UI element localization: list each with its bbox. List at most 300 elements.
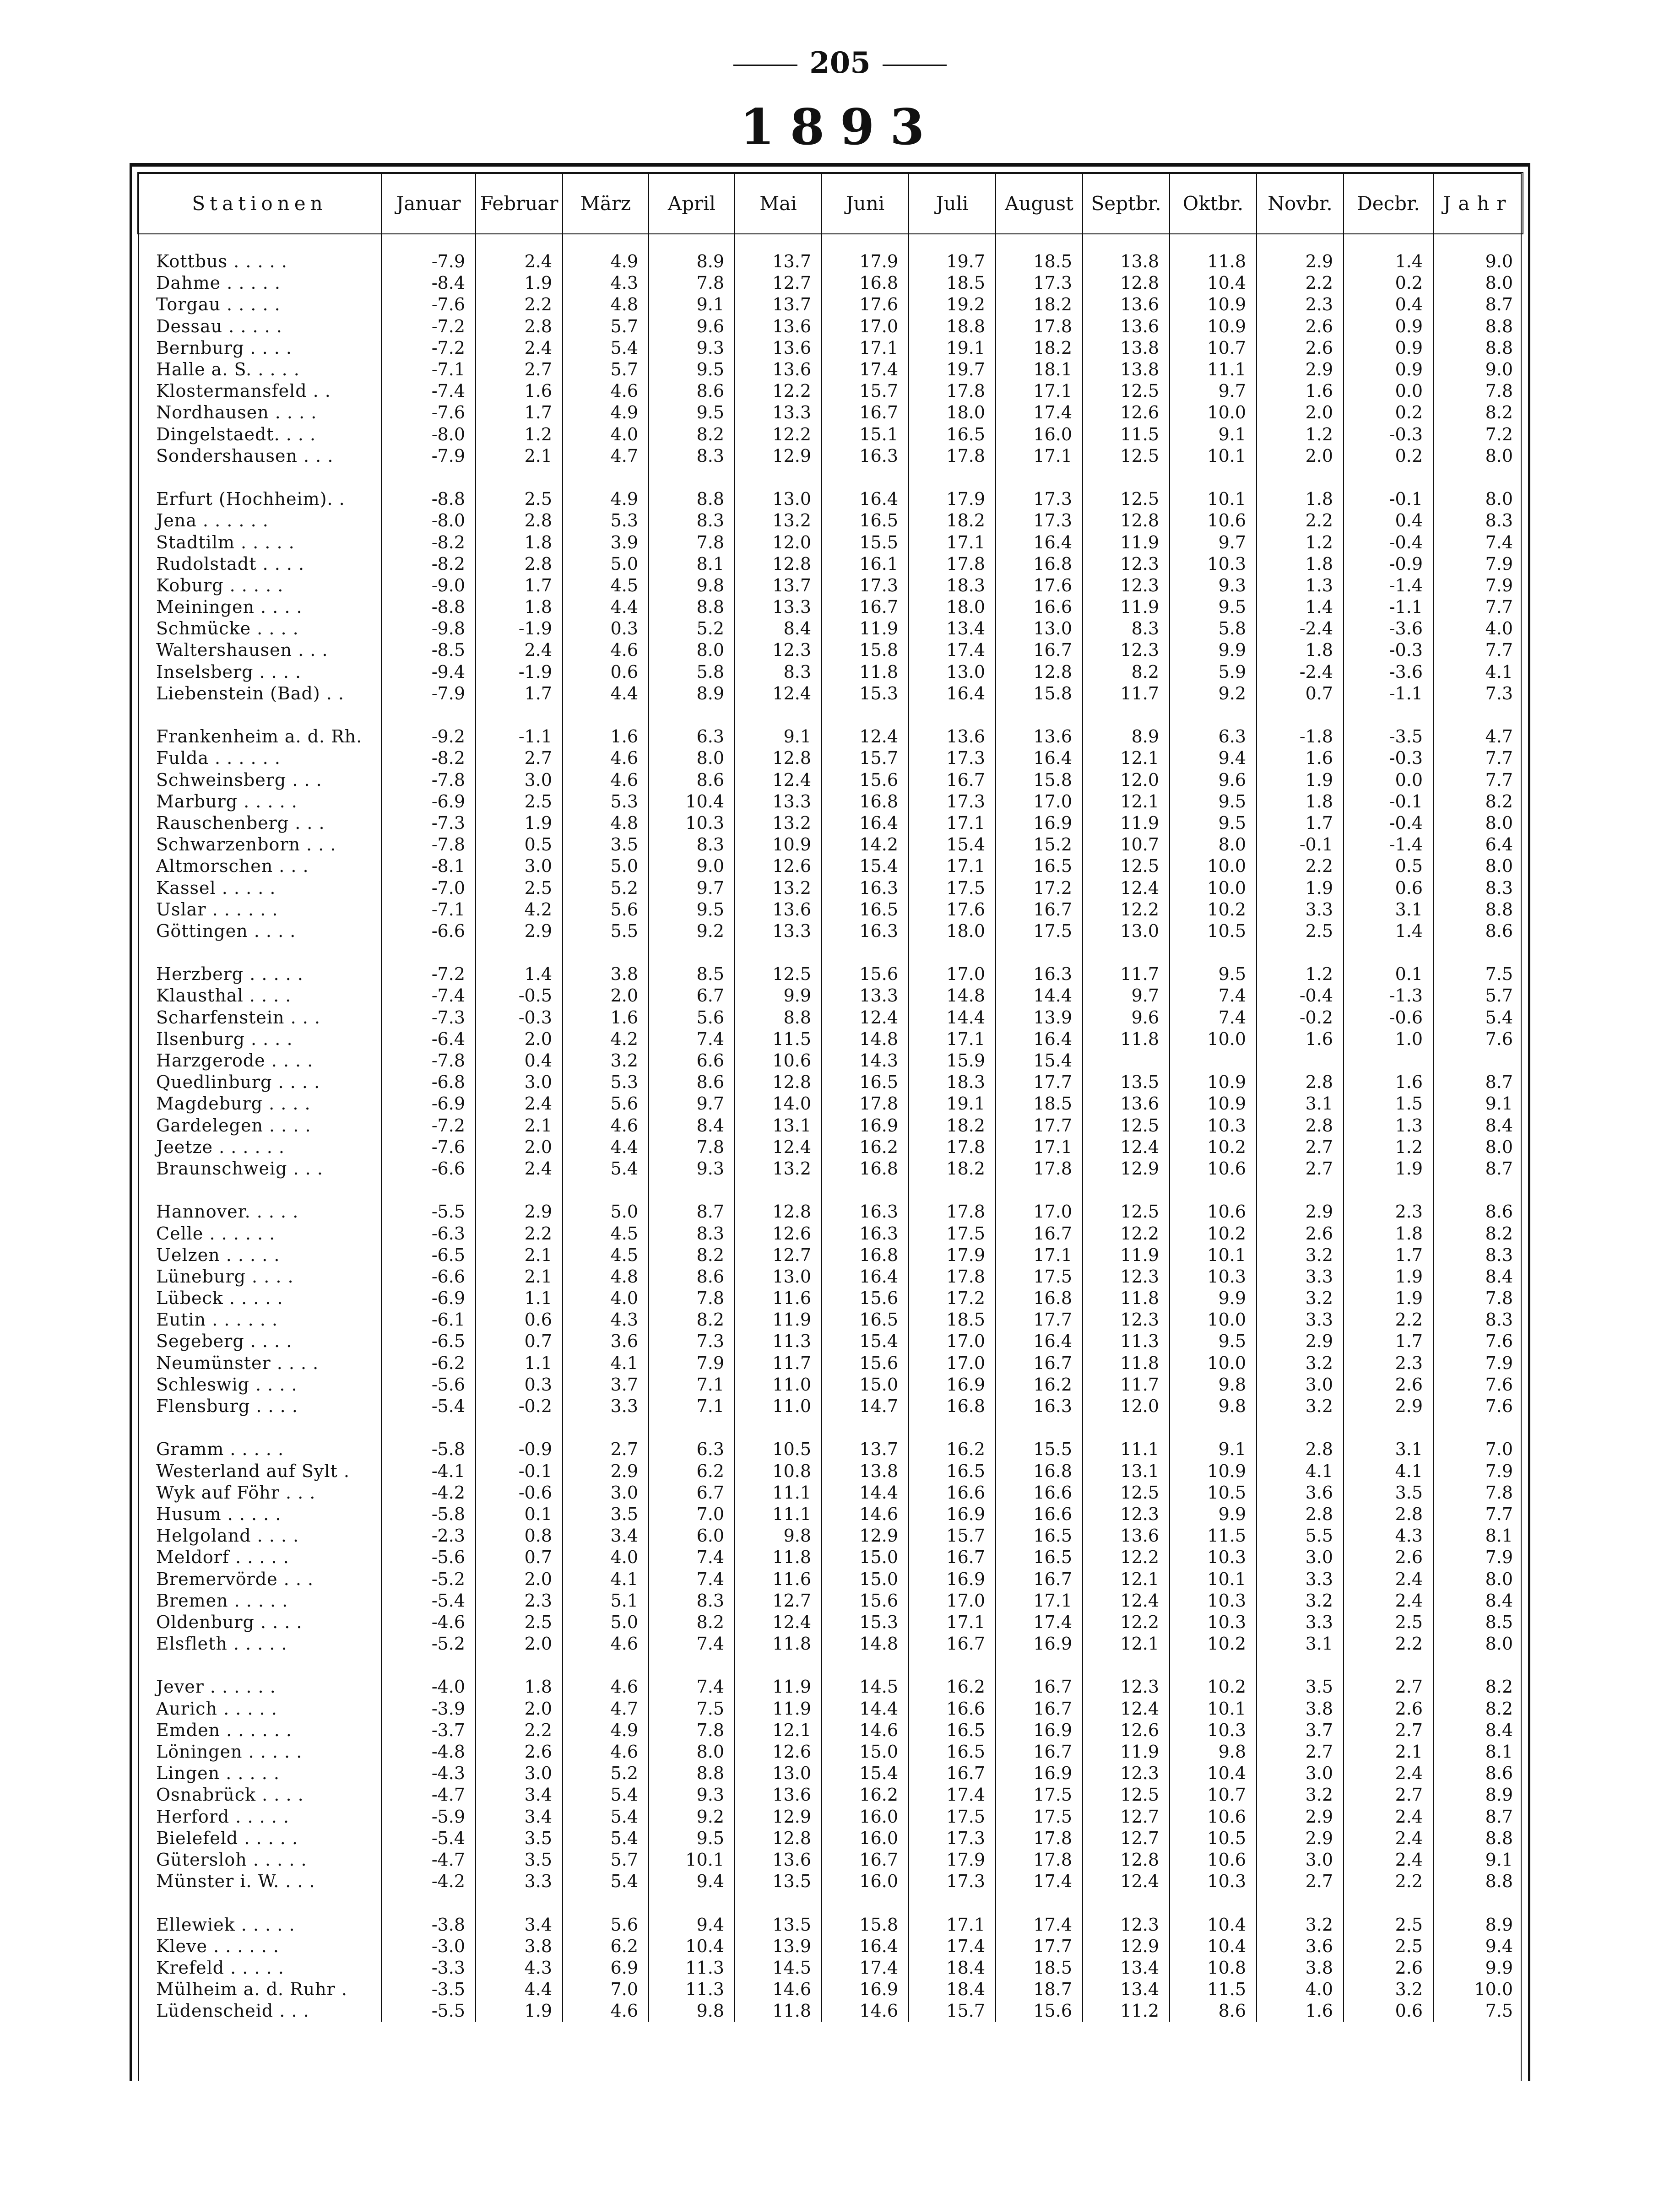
value-cell: 5.4 bbox=[563, 1828, 649, 1849]
value-cell: 8.7 bbox=[1433, 294, 1523, 315]
value-cell: 5.4 bbox=[563, 1784, 649, 1806]
value-cell: 12.4 bbox=[1083, 1136, 1170, 1158]
station-name: Westerland auf Sylt . bbox=[156, 1461, 350, 1481]
value-cell: -6.5 bbox=[381, 1331, 476, 1352]
value-cell: 14.2 bbox=[822, 834, 909, 855]
group-separator bbox=[138, 1180, 1523, 1201]
value-cell: 3.1 bbox=[1344, 899, 1433, 920]
value-cell: 2.2 bbox=[1257, 272, 1344, 294]
table-row bbox=[138, 424, 1523, 445]
value-cell: 8.2 bbox=[1433, 1676, 1523, 1698]
value-cell: 15.6 bbox=[822, 1288, 909, 1309]
value-cell: 7.0 bbox=[1433, 1439, 1523, 1460]
value-cell: 1.7 bbox=[476, 402, 563, 423]
value-cell: -1.9 bbox=[476, 661, 563, 683]
value-cell: 3.3 bbox=[1257, 1309, 1344, 1331]
value-cell: 8.6 bbox=[649, 380, 735, 402]
value-cell: 2.3 bbox=[1344, 1353, 1433, 1374]
station-name: Kleve . . . . . . bbox=[156, 1936, 279, 1956]
value-cell: 1.2 bbox=[1344, 1136, 1433, 1158]
value-cell: 15.9 bbox=[909, 1050, 996, 1072]
value-cell: 13.0 bbox=[735, 488, 822, 510]
value-cell: 19.2 bbox=[909, 294, 996, 315]
value-cell: 8.3 bbox=[649, 834, 735, 855]
value-cell: -7.8 bbox=[381, 834, 476, 855]
value-cell: 8.3 bbox=[649, 445, 735, 467]
value-cell: 2.6 bbox=[1344, 1547, 1433, 1568]
value-cell: -1.4 bbox=[1344, 575, 1433, 596]
value-cell: 17.0 bbox=[909, 1331, 996, 1352]
value-cell: 16.7 bbox=[996, 639, 1083, 661]
value-cell: 1.9 bbox=[1344, 1266, 1433, 1288]
value-cell: 1.8 bbox=[1257, 553, 1344, 575]
group-separator bbox=[138, 467, 1523, 488]
value-cell: 16.4 bbox=[996, 747, 1083, 769]
value-cell: 2.1 bbox=[476, 1245, 563, 1266]
value-cell: 4.1 bbox=[1433, 661, 1523, 683]
value-cell: 17.0 bbox=[996, 1201, 1083, 1223]
value-cell: 14.4 bbox=[909, 1007, 996, 1028]
value-cell: 10.8 bbox=[735, 1461, 822, 1482]
value-cell: 19.1 bbox=[909, 1093, 996, 1115]
value-cell: 13.6 bbox=[735, 899, 822, 920]
table-row bbox=[138, 1093, 1523, 1115]
value-cell: 17.3 bbox=[909, 747, 996, 769]
value-cell: 7.4 bbox=[1170, 985, 1257, 1007]
value-cell: 4.7 bbox=[1433, 726, 1523, 747]
value-cell: 16.5 bbox=[909, 1741, 996, 1763]
value-cell: 8.2 bbox=[649, 1612, 735, 1633]
table-row bbox=[138, 1590, 1523, 1612]
value-cell: 16.6 bbox=[996, 1504, 1083, 1525]
value-cell: 16.9 bbox=[909, 1374, 996, 1396]
value-cell: -7.4 bbox=[381, 985, 476, 1007]
table-row bbox=[138, 1028, 1523, 1050]
value-cell: 13.6 bbox=[735, 316, 822, 337]
value-cell: 18.4 bbox=[909, 1979, 996, 2000]
value-cell: 2.5 bbox=[1344, 1936, 1433, 1957]
table-row bbox=[138, 337, 1523, 359]
value-cell: 16.6 bbox=[996, 596, 1083, 618]
value-cell: -5.8 bbox=[381, 1439, 476, 1460]
value-cell: 4.8 bbox=[563, 1266, 649, 1288]
value-cell: 1.7 bbox=[1257, 812, 1344, 834]
value-cell: 12.3 bbox=[1083, 639, 1170, 661]
value-cell: 4.8 bbox=[563, 812, 649, 834]
value-cell: 2.9 bbox=[476, 920, 563, 942]
value-cell: 9.5 bbox=[649, 1828, 735, 1849]
value-cell: 11.7 bbox=[1083, 1374, 1170, 1396]
value-cell: 2.5 bbox=[1344, 1914, 1433, 1935]
value-cell: 2.8 bbox=[476, 510, 563, 531]
value-cell: 2.3 bbox=[476, 1590, 563, 1612]
value-cell: 3.0 bbox=[476, 1072, 563, 1093]
value-cell: 1.7 bbox=[476, 575, 563, 596]
value-cell: 3.2 bbox=[563, 1050, 649, 1072]
value-cell: 8.0 bbox=[1433, 445, 1523, 467]
station-name: Ellewiek . . . . . bbox=[156, 1914, 295, 1935]
value-cell: 12.7 bbox=[735, 272, 822, 294]
value-cell: 3.5 bbox=[563, 834, 649, 855]
value-cell: 13.3 bbox=[735, 920, 822, 942]
value-cell: 17.9 bbox=[822, 251, 909, 272]
value-cell: 5.0 bbox=[563, 553, 649, 575]
value-cell: 17.3 bbox=[996, 272, 1083, 294]
value-cell: 13.7 bbox=[735, 294, 822, 315]
value-cell: 10.1 bbox=[1170, 488, 1257, 510]
value-cell: 15.3 bbox=[822, 1612, 909, 1633]
value-cell: 16.2 bbox=[996, 1374, 1083, 1396]
value-cell: 2.4 bbox=[476, 639, 563, 661]
value-cell: 16.4 bbox=[822, 812, 909, 834]
value-cell: 0.4 bbox=[1344, 294, 1433, 315]
value-cell: 1.2 bbox=[1257, 963, 1344, 985]
value-cell: 16.5 bbox=[909, 1720, 996, 1741]
value-cell: -6.9 bbox=[381, 791, 476, 812]
table-row bbox=[138, 661, 1523, 683]
value-cell: 13.7 bbox=[822, 1439, 909, 1460]
value-cell: 9.3 bbox=[649, 337, 735, 359]
value-cell: 9.8 bbox=[649, 2000, 735, 2022]
value-cell: 10.0 bbox=[1170, 855, 1257, 877]
value-cell: 12.6 bbox=[1083, 1720, 1170, 1741]
station-name: Rauschenberg . . . bbox=[156, 812, 325, 833]
value-cell: -6.8 bbox=[381, 1072, 476, 1093]
climate-table bbox=[137, 172, 1523, 2022]
value-cell: 10.6 bbox=[1170, 1806, 1257, 1828]
value-cell: 18.3 bbox=[909, 1072, 996, 1093]
value-cell: 11.8 bbox=[735, 1633, 822, 1655]
station-name: Göttingen . . . . bbox=[156, 920, 296, 941]
value-cell: 10.6 bbox=[1170, 1158, 1257, 1180]
station-name: Schleswig . . . . bbox=[156, 1374, 298, 1395]
value-cell: 17.5 bbox=[996, 920, 1083, 942]
value-cell: 12.7 bbox=[1083, 1806, 1170, 1828]
value-cell: 8.7 bbox=[1433, 1806, 1523, 1828]
value-cell: 8.0 bbox=[1433, 488, 1523, 510]
value-cell: 1.8 bbox=[1344, 1223, 1433, 1244]
value-cell: 11.5 bbox=[1170, 1979, 1257, 2000]
value-cell: 3.5 bbox=[1257, 1676, 1344, 1698]
value-cell: 2.2 bbox=[1344, 1871, 1433, 1892]
station-name: Celle . . . . . . bbox=[156, 1223, 276, 1244]
value-cell: 9.1 bbox=[1170, 424, 1257, 445]
value-cell: 1.7 bbox=[476, 683, 563, 704]
value-cell: 16.7 bbox=[909, 1547, 996, 1568]
station-name: Gütersloh . . . . . bbox=[156, 1849, 307, 1870]
value-cell: 7.9 bbox=[1433, 1461, 1523, 1482]
value-cell: 5.7 bbox=[563, 359, 649, 380]
value-cell: 17.9 bbox=[909, 1245, 996, 1266]
station-name: Flensburg . . . . bbox=[156, 1396, 298, 1417]
value-cell: 0.6 bbox=[563, 661, 649, 683]
value-cell: 16.0 bbox=[996, 424, 1083, 445]
value-cell: 6.0 bbox=[649, 1525, 735, 1547]
value-cell: 3.3 bbox=[563, 1396, 649, 1417]
value-cell: 10.5 bbox=[735, 1439, 822, 1460]
value-cell: 10.0 bbox=[1433, 1979, 1523, 2000]
value-cell: 16.3 bbox=[996, 963, 1083, 985]
value-cell: 8.0 bbox=[1433, 1568, 1523, 1590]
value-cell: -2.4 bbox=[1257, 618, 1344, 639]
value-cell: 4.3 bbox=[476, 1957, 563, 1979]
value-cell: 17.4 bbox=[996, 1871, 1083, 1892]
value-cell: 9.8 bbox=[735, 1525, 822, 1547]
value-cell: 5.9 bbox=[1170, 661, 1257, 683]
value-cell: 12.2 bbox=[1083, 899, 1170, 920]
table-row bbox=[138, 1633, 1523, 1655]
value-cell: 11.1 bbox=[1083, 1439, 1170, 1460]
value-cell: 8.2 bbox=[649, 424, 735, 445]
table-row bbox=[138, 899, 1523, 920]
value-cell: 4.1 bbox=[563, 1353, 649, 1374]
value-cell: 8.4 bbox=[1433, 1590, 1523, 1612]
value-cell: 15.5 bbox=[996, 1439, 1083, 1460]
value-cell: 8.6 bbox=[1433, 1763, 1523, 1784]
value-cell: 2.5 bbox=[476, 791, 563, 812]
value-cell: 12.9 bbox=[1083, 1158, 1170, 1180]
value-cell: 15.4 bbox=[996, 1050, 1083, 1072]
value-cell: 4.1 bbox=[1344, 1461, 1433, 1482]
station-name: Husum . . . . . bbox=[156, 1504, 282, 1524]
value-cell: 15.6 bbox=[996, 2000, 1083, 2022]
value-cell: 1.7 bbox=[1344, 1331, 1433, 1352]
value-cell: 8.3 bbox=[649, 510, 735, 531]
value-cell: 3.4 bbox=[563, 1525, 649, 1547]
table-row bbox=[138, 747, 1523, 769]
value-cell: 10.4 bbox=[649, 791, 735, 812]
value-cell: 12.0 bbox=[1083, 769, 1170, 791]
value-cell: 16.5 bbox=[822, 899, 909, 920]
value-cell: 16.6 bbox=[909, 1482, 996, 1504]
value-cell: 4.3 bbox=[1344, 1525, 1433, 1547]
value-cell: 0.0 bbox=[1344, 769, 1433, 791]
value-cell: 8.6 bbox=[649, 769, 735, 791]
value-cell: 17.5 bbox=[909, 877, 996, 898]
value-cell: 16.7 bbox=[996, 1223, 1083, 1244]
value-cell: 0.9 bbox=[1344, 359, 1433, 380]
value-cell: 8.4 bbox=[1433, 1720, 1523, 1741]
station-name: Emden . . . . . . bbox=[156, 1720, 293, 1740]
value-cell: 12.4 bbox=[822, 726, 909, 747]
station-name: Lübeck . . . . . bbox=[156, 1288, 283, 1309]
value-cell: 11.3 bbox=[735, 1331, 822, 1352]
value-cell: 16.5 bbox=[996, 855, 1083, 877]
value-cell: 8.8 bbox=[1433, 337, 1523, 359]
value-cell: 17.8 bbox=[909, 1266, 996, 1288]
value-cell: -0.2 bbox=[1257, 1007, 1344, 1028]
value-cell: 3.0 bbox=[1257, 1849, 1344, 1871]
value-cell: -4.6 bbox=[381, 1612, 476, 1633]
value-cell: 2.2 bbox=[1257, 855, 1344, 877]
value-cell: -4.3 bbox=[381, 1763, 476, 1784]
value-cell: 12.8 bbox=[735, 1072, 822, 1093]
value-cell: 13.7 bbox=[735, 251, 822, 272]
value-cell: 10.2 bbox=[1170, 899, 1257, 920]
value-cell: 10.9 bbox=[1170, 1072, 1257, 1093]
station-name: Torgau . . . . . bbox=[156, 294, 281, 315]
value-cell: 6.7 bbox=[649, 985, 735, 1007]
value-cell: 3.2 bbox=[1257, 1590, 1344, 1612]
value-cell: 10.4 bbox=[1170, 1914, 1257, 1935]
value-cell: 13.1 bbox=[1083, 1461, 1170, 1482]
value-cell: -7.2 bbox=[381, 963, 476, 985]
value-cell: -8.2 bbox=[381, 747, 476, 769]
value-cell: 7.6 bbox=[1433, 1374, 1523, 1396]
value-cell: 12.9 bbox=[822, 1525, 909, 1547]
value-cell: -9.4 bbox=[381, 661, 476, 683]
value-cell: 17.4 bbox=[822, 1957, 909, 1979]
value-cell: 10.3 bbox=[1170, 1547, 1257, 1568]
value-cell: -7.6 bbox=[381, 1136, 476, 1158]
value-cell: 4.6 bbox=[563, 380, 649, 402]
value-cell bbox=[1344, 1050, 1433, 1072]
value-cell: 9.5 bbox=[649, 359, 735, 380]
value-cell: 1.6 bbox=[563, 726, 649, 747]
value-cell: 2.7 bbox=[563, 1439, 649, 1460]
table-row bbox=[138, 855, 1523, 877]
value-cell: 16.7 bbox=[822, 1849, 909, 1871]
value-cell: 18.7 bbox=[996, 1979, 1083, 2000]
value-cell: 11.8 bbox=[735, 2000, 822, 2022]
value-cell: 11.3 bbox=[649, 1957, 735, 1979]
value-cell: 2.6 bbox=[1344, 1374, 1433, 1396]
value-cell: 5.6 bbox=[563, 1093, 649, 1115]
value-cell: 8.9 bbox=[1083, 726, 1170, 747]
value-cell: 1.3 bbox=[1344, 1115, 1433, 1136]
value-cell: 10.1 bbox=[1170, 1568, 1257, 1590]
value-cell: 4.6 bbox=[563, 2000, 649, 2022]
value-cell: 16.9 bbox=[909, 1568, 996, 1590]
value-cell: -7.9 bbox=[381, 683, 476, 704]
value-cell: 1.1 bbox=[476, 1288, 563, 1309]
value-cell: 14.5 bbox=[822, 1676, 909, 1698]
value-cell: 4.1 bbox=[563, 1568, 649, 1590]
value-cell: 10.0 bbox=[1170, 877, 1257, 898]
value-cell: 8.6 bbox=[649, 1072, 735, 1093]
value-cell: 8.7 bbox=[1433, 1072, 1523, 1093]
value-cell: -8.0 bbox=[381, 424, 476, 445]
value-cell: -5.4 bbox=[381, 1396, 476, 1417]
value-cell: 4.5 bbox=[563, 575, 649, 596]
value-cell: 13.6 bbox=[735, 359, 822, 380]
value-cell: 15.0 bbox=[822, 1741, 909, 1763]
value-cell: 13.9 bbox=[735, 1936, 822, 1957]
value-cell: 10.3 bbox=[1170, 1720, 1257, 1741]
value-cell: 18.8 bbox=[909, 316, 996, 337]
value-cell: 3.0 bbox=[476, 1763, 563, 1784]
value-cell: 3.8 bbox=[1257, 1698, 1344, 1720]
table-row bbox=[138, 1525, 1523, 1547]
station-name: Halle a. S. . . . . bbox=[156, 359, 300, 380]
value-cell: 5.4 bbox=[563, 1158, 649, 1180]
value-cell: 7.9 bbox=[1433, 575, 1523, 596]
value-cell: 17.5 bbox=[996, 1266, 1083, 1288]
value-cell: 16.8 bbox=[822, 1158, 909, 1180]
table-row bbox=[138, 1158, 1523, 1180]
station-name: Kassel . . . . . bbox=[156, 877, 276, 898]
value-cell: 5.7 bbox=[563, 1849, 649, 1871]
value-cell: 5.8 bbox=[1170, 618, 1257, 639]
value-cell: 17.0 bbox=[909, 963, 996, 985]
value-cell: 8.6 bbox=[1433, 920, 1523, 942]
value-cell: 11.1 bbox=[735, 1482, 822, 1504]
value-cell: 3.6 bbox=[1257, 1936, 1344, 1957]
value-cell: 3.7 bbox=[1257, 1720, 1344, 1741]
value-cell: 10.4 bbox=[1170, 1936, 1257, 1957]
value-cell bbox=[1083, 1050, 1170, 1072]
value-cell: -6.1 bbox=[381, 1309, 476, 1331]
value-cell: 2.8 bbox=[1257, 1072, 1344, 1093]
value-cell: -7.2 bbox=[381, 1115, 476, 1136]
value-cell: 15.6 bbox=[822, 963, 909, 985]
value-cell: 16.3 bbox=[822, 877, 909, 898]
value-cell: 3.5 bbox=[476, 1849, 563, 1871]
value-cell: 1.4 bbox=[476, 963, 563, 985]
value-cell: 13.8 bbox=[1083, 337, 1170, 359]
value-cell: 8.4 bbox=[649, 1115, 735, 1136]
value-cell: 12.4 bbox=[822, 1007, 909, 1028]
value-cell: 10.5 bbox=[1170, 1828, 1257, 1849]
value-cell: 2.1 bbox=[476, 1266, 563, 1288]
value-cell: -6.2 bbox=[381, 1353, 476, 1374]
value-cell: 12.5 bbox=[1083, 445, 1170, 467]
value-cell: 17.1 bbox=[909, 1612, 996, 1633]
value-cell: 15.0 bbox=[822, 1374, 909, 1396]
value-cell: 17.4 bbox=[996, 402, 1083, 423]
value-cell: 4.8 bbox=[563, 294, 649, 315]
table-row bbox=[138, 402, 1523, 423]
value-cell: 5.6 bbox=[649, 1007, 735, 1028]
value-cell: 2.4 bbox=[476, 251, 563, 272]
value-cell: 11.6 bbox=[735, 1288, 822, 1309]
value-cell: 2.6 bbox=[476, 1741, 563, 1763]
value-cell: 11.8 bbox=[735, 1547, 822, 1568]
value-cell: 11.9 bbox=[1083, 531, 1170, 553]
value-cell: 8.6 bbox=[1433, 1201, 1523, 1223]
value-cell: 0.4 bbox=[1344, 510, 1433, 531]
station-name: Dahme . . . . . bbox=[156, 273, 281, 293]
value-cell: 11.7 bbox=[735, 1353, 822, 1374]
value-cell: 11.0 bbox=[735, 1396, 822, 1417]
value-cell: 16.9 bbox=[822, 1115, 909, 1136]
table-row bbox=[138, 1828, 1523, 1849]
value-cell: 13.6 bbox=[735, 1849, 822, 1871]
table-row bbox=[138, 1547, 1523, 1568]
value-cell: 10.4 bbox=[649, 1936, 735, 1957]
value-cell: 16.7 bbox=[996, 899, 1083, 920]
value-cell: 18.3 bbox=[909, 575, 996, 596]
value-cell: 4.0 bbox=[563, 1547, 649, 1568]
value-cell: 15.0 bbox=[822, 1547, 909, 1568]
value-cell: 16.4 bbox=[822, 488, 909, 510]
value-cell: -0.1 bbox=[1344, 488, 1433, 510]
value-cell: 6.3 bbox=[649, 726, 735, 747]
value-cell: 1.8 bbox=[476, 531, 563, 553]
value-cell: -1.1 bbox=[1344, 683, 1433, 704]
station-name: Meldorf . . . . . bbox=[156, 1547, 289, 1568]
value-cell: 16.5 bbox=[996, 1547, 1083, 1568]
value-cell: 5.4 bbox=[563, 337, 649, 359]
station-name: Harzgerode . . . . bbox=[156, 1050, 314, 1071]
value-cell: 0.2 bbox=[1344, 402, 1433, 423]
station-name: Schweinsberg . . . bbox=[156, 769, 322, 790]
value-cell: 15.4 bbox=[822, 1331, 909, 1352]
table-row bbox=[138, 1461, 1523, 1482]
value-cell: 0.0 bbox=[1344, 380, 1433, 402]
value-cell: 8.1 bbox=[1433, 1525, 1523, 1547]
value-cell: 8.0 bbox=[649, 1741, 735, 1763]
